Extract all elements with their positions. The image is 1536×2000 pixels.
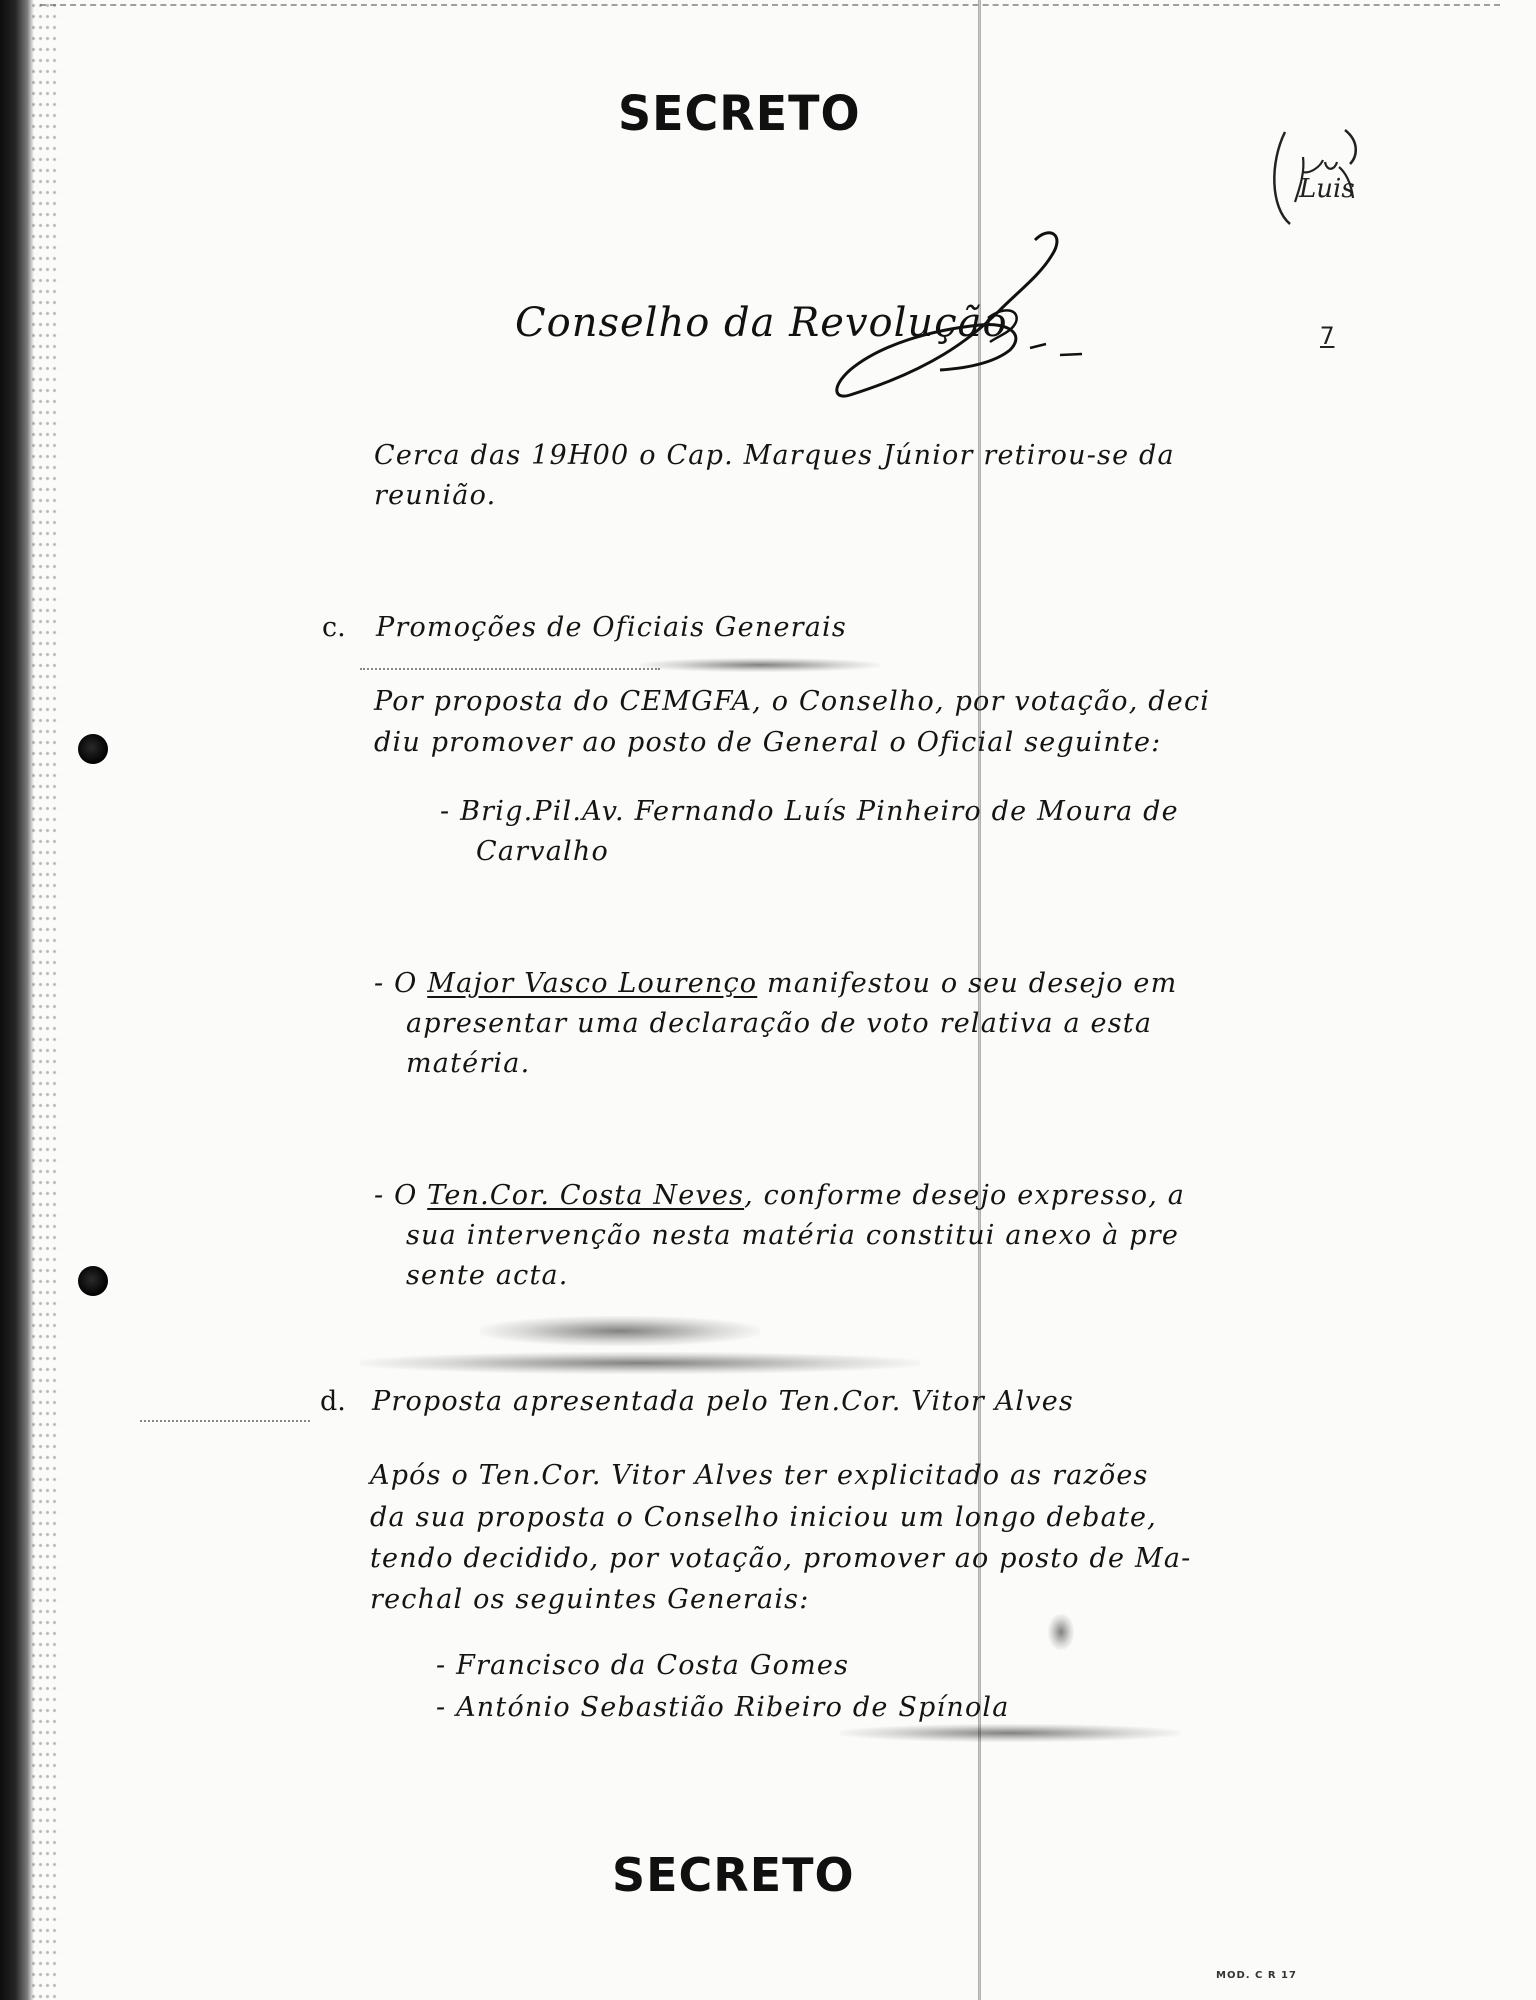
note-1-dash: - O <box>374 968 428 999</box>
note-1-rest: manifestou o seu desejo em <box>757 968 1178 999</box>
section-d-item-1: - Francisco da Costa Gomes <box>436 1650 850 1681</box>
section-c-note-1-line-3: matéria. <box>406 1048 531 1079</box>
section-c-item-line-1: - Brig.Pil.Av. Fernando Luís Pinheiro de Moura de <box>440 796 1179 827</box>
initials-text: Luis <box>1299 174 1355 204</box>
section-d-para-line-1: Após o Ten.Cor. Vitor Alves ter explicitado as razões <box>370 1460 1149 1491</box>
note-2-rest: , conforme desejo expresso, a <box>744 1180 1186 1211</box>
handwritten-initials-icon <box>1265 112 1375 242</box>
note-2-dash: - O <box>374 1180 428 1211</box>
intro-line-2: reunião. <box>374 480 497 511</box>
scan-smudge <box>360 1352 920 1374</box>
section-c-note-2-line-3: sente acta. <box>406 1260 569 1291</box>
section-d-para-line-3: tendo decidido, por votação, promover ao posto de Ma- <box>370 1543 1192 1574</box>
section-d-title: Proposta apresentada pelo Ten.Cor. Vitor Alves <box>372 1386 1074 1417</box>
scan-smudge <box>840 1724 1180 1742</box>
punch-hole-top <box>78 734 108 764</box>
classification-stamp-bottom: SECRETO <box>612 1848 855 1902</box>
section-c-marker: c. <box>322 612 346 643</box>
scan-smudge <box>1048 1614 1074 1650</box>
section-d-item-2: - António Sebastião Ribeiro de Spínola <box>436 1692 1010 1723</box>
handwritten-title: Conselho da Revolução <box>515 300 1008 346</box>
section-c-note-1-line-2: apresentar uma declaração de voto relativa a esta <box>406 1008 1153 1039</box>
intro-line-1: Cerca das 19H00 o Cap. Marques Júnior retirou-se da <box>374 440 1175 471</box>
section-c-title: Promoções de Oficiais Generais <box>376 612 847 643</box>
section-c-note-1-line-1 <box>374 968 1177 999</box>
classification-stamp-top: SECRETO <box>618 84 861 142</box>
page-number: 7 <box>1320 322 1335 350</box>
punch-hole-bottom <box>78 1266 108 1296</box>
scan-edge-shadow <box>0 0 34 2000</box>
section-c-item-line-2: Carvalho <box>476 836 609 867</box>
scan-smudge <box>640 658 880 672</box>
section-c-note-2-line-2: sua intervenção nesta matéria constitui anexo à pre <box>406 1220 1180 1251</box>
scan-top-rule <box>40 4 1500 8</box>
section-c-note-2-line-1 <box>374 1180 1185 1211</box>
scan-edge-speckle <box>30 0 60 2000</box>
note-1-name: Major Vasco Lourenço <box>427 968 758 999</box>
note-2-name: Ten.Cor. Costa Neves <box>427 1180 745 1211</box>
signature-flourish-icon <box>820 220 1120 420</box>
form-code: MOD. C R 17 <box>1216 1970 1297 1981</box>
scan-smudge-line <box>140 1420 310 1424</box>
section-d-para-line-4: rechal os seguintes Generais: <box>370 1584 810 1615</box>
scan-smudge <box>480 1316 760 1346</box>
section-d-para-line-2: da sua proposta o Conselho iniciou um longo debate, <box>370 1502 1157 1533</box>
section-c-para-line-1: Por proposta do CEMGFA, o Conselho, por votação, deci <box>374 686 1211 717</box>
section-c-para-line-2: diu promover ao posto de General o Oficial seguinte: <box>374 727 1162 758</box>
section-d-marker: d. <box>320 1386 346 1417</box>
scan-smudge-line <box>360 668 660 672</box>
